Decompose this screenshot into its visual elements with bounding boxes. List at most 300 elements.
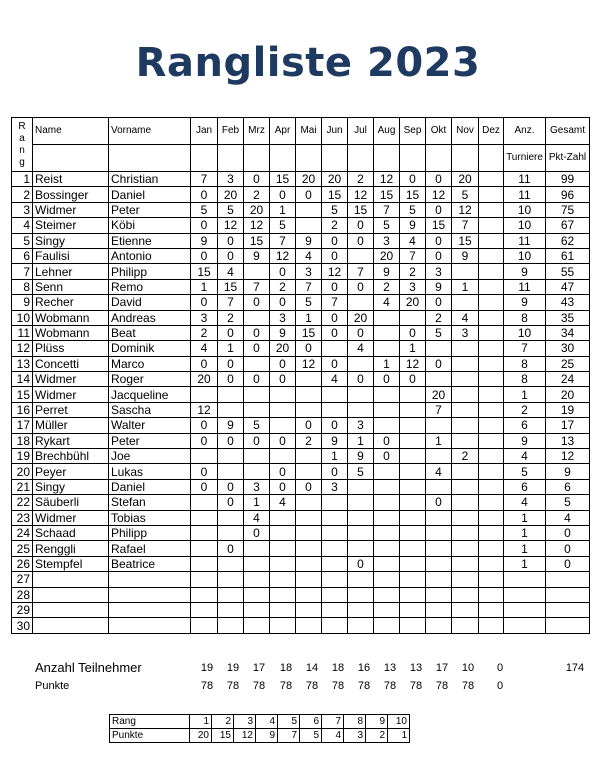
- header-month: Jan: [191, 118, 218, 145]
- vorname-cell: [109, 602, 191, 617]
- total-cell: [546, 602, 590, 617]
- table-row: [12, 310, 590, 325]
- month-score-cell: [400, 618, 426, 633]
- name-cell: Wobmann: [33, 310, 109, 325]
- month-score-cell: [479, 449, 504, 464]
- header-cell-empty: [296, 145, 322, 172]
- month-score-cell: [452, 495, 479, 510]
- month-score-cell: 0: [348, 325, 374, 340]
- total-cell: 4: [546, 510, 590, 525]
- total-cell: 67: [546, 218, 590, 233]
- month-score-cell: 1: [218, 341, 244, 356]
- total-cell: 24: [546, 372, 590, 387]
- table-row: [12, 449, 590, 464]
- table-row: [12, 279, 590, 294]
- header-turniere: Turniere: [504, 145, 546, 172]
- month-score-cell: [374, 479, 400, 494]
- month-score-cell: [452, 372, 479, 387]
- rank-cell: 15: [12, 387, 33, 402]
- month-score-cell: [374, 310, 400, 325]
- month-score-cell: 0: [400, 325, 426, 340]
- month-score-cell: [296, 495, 322, 510]
- month-score-cell: [348, 572, 374, 587]
- total-cell: 6: [546, 479, 590, 494]
- month-score-cell: [244, 264, 270, 279]
- table-row: [12, 341, 590, 356]
- month-score-cell: 0: [191, 433, 218, 448]
- vorname-cell: Joe: [109, 449, 191, 464]
- anz-cell: 11: [504, 233, 546, 248]
- vorname-cell: David: [109, 295, 191, 310]
- header-row-2: [12, 145, 590, 172]
- month-score-cell: [296, 372, 322, 387]
- month-score-cell: [426, 572, 452, 587]
- month-score-cell: [479, 341, 504, 356]
- name-cell: Müller: [33, 418, 109, 433]
- header-rang-letter: n: [19, 144, 25, 156]
- month-score-cell: 20: [296, 172, 322, 187]
- month-score-cell: [348, 295, 374, 310]
- month-score-cell: [348, 618, 374, 633]
- month-score-cell: 4: [270, 495, 296, 510]
- month-score-cell: 0: [270, 187, 296, 202]
- month-score-cell: [191, 510, 218, 525]
- month-score-cell: [479, 356, 504, 371]
- name-cell: Faulisi: [33, 248, 109, 263]
- month-score-cell: [452, 402, 479, 417]
- month-score-cell: 12: [426, 187, 452, 202]
- punkte-value: 0: [496, 680, 504, 692]
- month-score-cell: [296, 464, 322, 479]
- month-score-cell: [479, 464, 504, 479]
- month-score-cell: 0: [296, 479, 322, 494]
- month-score-cell: 4: [322, 372, 348, 387]
- rank-cell: 22: [12, 495, 33, 510]
- month-score-cell: 2: [400, 264, 426, 279]
- points-rang-value: 7: [322, 715, 344, 729]
- vorname-cell: Antonio: [109, 248, 191, 263]
- month-score-cell: [218, 449, 244, 464]
- points-punkte-value: 20: [190, 729, 212, 743]
- month-score-cell: [191, 602, 218, 617]
- vorname-cell: Remo: [109, 279, 191, 294]
- month-score-cell: 12: [296, 356, 322, 371]
- month-score-cell: [191, 587, 218, 602]
- vorname-cell: Beatrice: [109, 556, 191, 571]
- month-score-cell: 0: [191, 356, 218, 371]
- anz-cell: 4: [504, 449, 546, 464]
- month-score-cell: 0: [348, 372, 374, 387]
- header-cell-empty: [109, 145, 191, 172]
- month-score-cell: [452, 556, 479, 571]
- anzahl-value: 17: [252, 662, 266, 674]
- month-score-cell: 0: [218, 248, 244, 263]
- month-score-cell: 2: [426, 310, 452, 325]
- month-score-cell: 3: [374, 233, 400, 248]
- month-score-cell: 0: [400, 172, 426, 187]
- anz-cell: 1: [504, 525, 546, 540]
- month-score-cell: [348, 402, 374, 417]
- month-score-cell: 0: [218, 325, 244, 340]
- month-score-cell: 0: [296, 418, 322, 433]
- month-score-cell: [270, 387, 296, 402]
- header-cell-empty: [218, 145, 244, 172]
- month-score-cell: [400, 541, 426, 556]
- month-score-cell: [452, 525, 479, 540]
- rank-cell: 14: [12, 372, 33, 387]
- month-score-cell: 20: [218, 187, 244, 202]
- month-score-cell: [322, 402, 348, 417]
- vorname-cell: Lukas: [109, 464, 191, 479]
- month-score-cell: 7: [244, 279, 270, 294]
- total-cell: 0: [546, 556, 590, 571]
- month-score-cell: 0: [426, 172, 452, 187]
- anz-cell: 8: [504, 310, 546, 325]
- name-cell: Singy: [33, 233, 109, 248]
- name-cell: Rykart: [33, 433, 109, 448]
- month-score-cell: [400, 556, 426, 571]
- vorname-cell: Philipp: [109, 525, 191, 540]
- month-score-cell: 0: [348, 218, 374, 233]
- month-score-cell: [479, 618, 504, 633]
- rank-cell: 11: [12, 325, 33, 340]
- month-score-cell: 7: [191, 172, 218, 187]
- month-score-cell: [374, 402, 400, 417]
- month-score-cell: [348, 602, 374, 617]
- vorname-cell: [109, 587, 191, 602]
- month-score-cell: [270, 541, 296, 556]
- month-score-cell: [452, 510, 479, 525]
- points-punkte-row: [110, 729, 410, 743]
- rank-cell: 6: [12, 248, 33, 263]
- month-score-cell: 3: [322, 479, 348, 494]
- month-score-cell: [218, 587, 244, 602]
- vorname-cell: [109, 572, 191, 587]
- rank-cell: 25: [12, 541, 33, 556]
- month-score-cell: 4: [296, 248, 322, 263]
- month-score-cell: 1: [244, 495, 270, 510]
- month-score-cell: [479, 372, 504, 387]
- month-score-cell: [296, 510, 322, 525]
- month-score-cell: 5: [270, 218, 296, 233]
- month-score-cell: [400, 418, 426, 433]
- header-rang-letter: a: [19, 132, 25, 144]
- month-score-cell: 5: [374, 218, 400, 233]
- month-score-cell: [426, 510, 452, 525]
- month-score-cell: 20: [322, 172, 348, 187]
- anz-cell: 10: [504, 248, 546, 263]
- anzahl-value: 18: [279, 662, 293, 674]
- month-score-cell: 0: [270, 479, 296, 494]
- month-score-cell: 9: [426, 279, 452, 294]
- month-score-cell: 9: [452, 248, 479, 263]
- name-cell: Widmer: [33, 387, 109, 402]
- header-cell-empty: [191, 145, 218, 172]
- header-row: [12, 118, 590, 145]
- anzahl-teilnehmer-label: Anzahl Teilnehmer: [35, 660, 142, 675]
- month-score-cell: [479, 187, 504, 202]
- month-score-cell: [374, 325, 400, 340]
- month-score-cell: 15: [270, 172, 296, 187]
- month-score-cell: [191, 387, 218, 402]
- vorname-cell: [109, 618, 191, 633]
- anz-cell: 1: [504, 541, 546, 556]
- table-row: [12, 202, 590, 217]
- anz-cell: 9: [504, 295, 546, 310]
- month-score-cell: [244, 310, 270, 325]
- anz-cell: 11: [504, 172, 546, 187]
- month-score-cell: 0: [374, 433, 400, 448]
- rank-cell: 2: [12, 187, 33, 202]
- month-score-cell: 0: [400, 372, 426, 387]
- month-score-cell: 3: [191, 310, 218, 325]
- header-month: Dez: [479, 118, 504, 145]
- header-rang-letter: g: [19, 156, 25, 168]
- table-row: [12, 187, 590, 202]
- month-score-cell: 15: [348, 202, 374, 217]
- month-score-cell: [296, 602, 322, 617]
- month-score-cell: [218, 464, 244, 479]
- total-cell: 96: [546, 187, 590, 202]
- name-cell: Stempfel: [33, 556, 109, 571]
- month-score-cell: 7: [374, 202, 400, 217]
- points-rang-value: 6: [300, 715, 322, 729]
- month-score-cell: [348, 248, 374, 263]
- table-row: [12, 587, 590, 602]
- table-row: [12, 372, 590, 387]
- table-row: [12, 402, 590, 417]
- table-row: [12, 356, 590, 371]
- name-cell: Plüss: [33, 341, 109, 356]
- month-score-cell: [479, 479, 504, 494]
- rank-cell: 12: [12, 341, 33, 356]
- month-score-cell: [244, 356, 270, 371]
- month-score-cell: [191, 525, 218, 540]
- month-score-cell: 0: [322, 279, 348, 294]
- month-score-cell: 7: [218, 295, 244, 310]
- month-score-cell: 9: [191, 233, 218, 248]
- month-score-cell: [296, 556, 322, 571]
- month-score-cell: [374, 587, 400, 602]
- month-score-cell: 0: [218, 433, 244, 448]
- month-score-cell: 3: [400, 279, 426, 294]
- month-score-cell: [270, 402, 296, 417]
- points-punkte-value: 4: [322, 729, 344, 743]
- month-score-cell: [400, 310, 426, 325]
- month-score-cell: 0: [270, 264, 296, 279]
- name-cell: Schaad: [33, 525, 109, 540]
- points-punkte-value: 5: [300, 729, 322, 743]
- header-rang-letter: R: [18, 120, 26, 132]
- month-score-cell: 2: [270, 279, 296, 294]
- month-score-cell: 0: [374, 449, 400, 464]
- anz-cell: 4: [504, 495, 546, 510]
- month-score-cell: 0: [322, 233, 348, 248]
- name-cell: Renggli: [33, 541, 109, 556]
- total-cell: 75: [546, 202, 590, 217]
- vorname-cell: Sascha: [109, 402, 191, 417]
- month-score-cell: [479, 202, 504, 217]
- month-score-cell: [322, 618, 348, 633]
- month-score-cell: [479, 418, 504, 433]
- month-score-cell: [479, 248, 504, 263]
- month-score-cell: [452, 341, 479, 356]
- total-cell: [546, 572, 590, 587]
- header-cell-empty: [374, 145, 400, 172]
- month-score-cell: 0: [374, 372, 400, 387]
- month-score-cell: [218, 525, 244, 540]
- month-score-cell: [322, 602, 348, 617]
- month-score-cell: 3: [270, 310, 296, 325]
- anz-cell: 9: [504, 264, 546, 279]
- month-score-cell: [270, 602, 296, 617]
- month-score-cell: [479, 572, 504, 587]
- anzahl-value: 13: [383, 662, 397, 674]
- header-cell-empty: [244, 145, 270, 172]
- month-score-cell: [374, 341, 400, 356]
- month-score-cell: [218, 556, 244, 571]
- total-cell: [546, 618, 590, 633]
- month-score-cell: [374, 525, 400, 540]
- rank-cell: 19: [12, 449, 33, 464]
- month-score-cell: 2: [191, 325, 218, 340]
- month-score-cell: [452, 387, 479, 402]
- month-score-cell: [244, 449, 270, 464]
- month-score-cell: [244, 387, 270, 402]
- month-score-cell: [452, 572, 479, 587]
- table-row: [12, 233, 590, 248]
- table-row: [12, 572, 590, 587]
- table-row: [12, 495, 590, 510]
- points-rang-value: 2: [212, 715, 234, 729]
- table-row: [12, 510, 590, 525]
- month-score-cell: [400, 602, 426, 617]
- name-cell: [33, 572, 109, 587]
- punkte-value: 78: [435, 680, 449, 692]
- rank-cell: 26: [12, 556, 33, 571]
- total-cell: 12: [546, 449, 590, 464]
- rank-cell: 9: [12, 295, 33, 310]
- punkte-value: 78: [357, 680, 371, 692]
- month-score-cell: [426, 372, 452, 387]
- month-score-cell: 0: [270, 356, 296, 371]
- month-score-cell: 12: [270, 248, 296, 263]
- month-score-cell: 0: [322, 464, 348, 479]
- month-score-cell: 2: [244, 187, 270, 202]
- month-score-cell: [479, 325, 504, 340]
- vorname-cell: Rafael: [109, 541, 191, 556]
- month-score-cell: [400, 525, 426, 540]
- month-score-cell: 9: [296, 233, 322, 248]
- table-row: [12, 387, 590, 402]
- month-score-cell: [270, 510, 296, 525]
- vorname-cell: Stefan: [109, 495, 191, 510]
- total-cell: 13: [546, 433, 590, 448]
- month-score-cell: [400, 479, 426, 494]
- header-month: Aug: [374, 118, 400, 145]
- month-score-cell: 12: [244, 218, 270, 233]
- month-score-cell: [400, 387, 426, 402]
- rank-cell: 16: [12, 402, 33, 417]
- anz-cell: 2: [504, 402, 546, 417]
- month-score-cell: [479, 295, 504, 310]
- month-score-cell: [270, 618, 296, 633]
- header-month: Jun: [322, 118, 348, 145]
- rank-cell: 29: [12, 602, 33, 617]
- anzahl-value: 18: [331, 662, 345, 674]
- month-score-cell: [374, 541, 400, 556]
- anz-cell: 1: [504, 510, 546, 525]
- table-row: [12, 218, 590, 233]
- vorname-cell: Köbi: [109, 218, 191, 233]
- total-cell: 0: [546, 525, 590, 540]
- month-score-cell: [191, 495, 218, 510]
- month-score-cell: [322, 510, 348, 525]
- anzahl-value: 14: [305, 662, 319, 674]
- month-score-cell: [426, 602, 452, 617]
- month-score-cell: [452, 356, 479, 371]
- month-score-cell: 0: [218, 372, 244, 387]
- month-score-cell: 0: [348, 556, 374, 571]
- month-score-cell: 0: [244, 341, 270, 356]
- month-score-cell: [479, 310, 504, 325]
- points-punkte-value: 1: [388, 729, 410, 743]
- month-score-cell: [191, 618, 218, 633]
- rank-cell: 28: [12, 587, 33, 602]
- month-score-cell: 0: [322, 325, 348, 340]
- header-month: Mrz: [244, 118, 270, 145]
- month-score-cell: [322, 541, 348, 556]
- month-score-cell: 9: [322, 433, 348, 448]
- month-score-cell: 0: [218, 541, 244, 556]
- anzahl-value: 19: [200, 662, 214, 674]
- points-punkte-value: 15: [212, 729, 234, 743]
- month-score-cell: 5: [400, 202, 426, 217]
- rank-cell: 24: [12, 525, 33, 540]
- total-cell: 43: [546, 295, 590, 310]
- month-score-cell: 20: [244, 202, 270, 217]
- month-score-cell: 0: [322, 418, 348, 433]
- vorname-cell: Tobias: [109, 510, 191, 525]
- points-rang-label: Rang: [110, 715, 190, 729]
- rank-cell: 17: [12, 418, 33, 433]
- month-score-cell: 0: [270, 433, 296, 448]
- month-score-cell: 12: [348, 187, 374, 202]
- vorname-cell: Walter: [109, 418, 191, 433]
- month-score-cell: 4: [400, 233, 426, 248]
- header-cell-empty: [452, 145, 479, 172]
- month-score-cell: 9: [348, 449, 374, 464]
- header-month: Nov: [452, 118, 479, 145]
- month-score-cell: [426, 556, 452, 571]
- month-score-cell: 0: [270, 372, 296, 387]
- month-score-cell: 0: [191, 187, 218, 202]
- name-cell: Lehner: [33, 264, 109, 279]
- month-score-cell: [191, 541, 218, 556]
- header-anz: Anz.: [504, 118, 546, 145]
- month-score-cell: [374, 556, 400, 571]
- month-score-cell: 7: [296, 279, 322, 294]
- vorname-cell: Peter: [109, 202, 191, 217]
- month-score-cell: 20: [348, 310, 374, 325]
- month-score-cell: [218, 618, 244, 633]
- month-score-cell: 0: [191, 464, 218, 479]
- month-score-cell: 0: [244, 372, 270, 387]
- header-gesamt: Gesamt: [546, 118, 590, 145]
- month-score-cell: 0: [191, 479, 218, 494]
- month-score-cell: 0: [270, 464, 296, 479]
- rank-cell: 13: [12, 356, 33, 371]
